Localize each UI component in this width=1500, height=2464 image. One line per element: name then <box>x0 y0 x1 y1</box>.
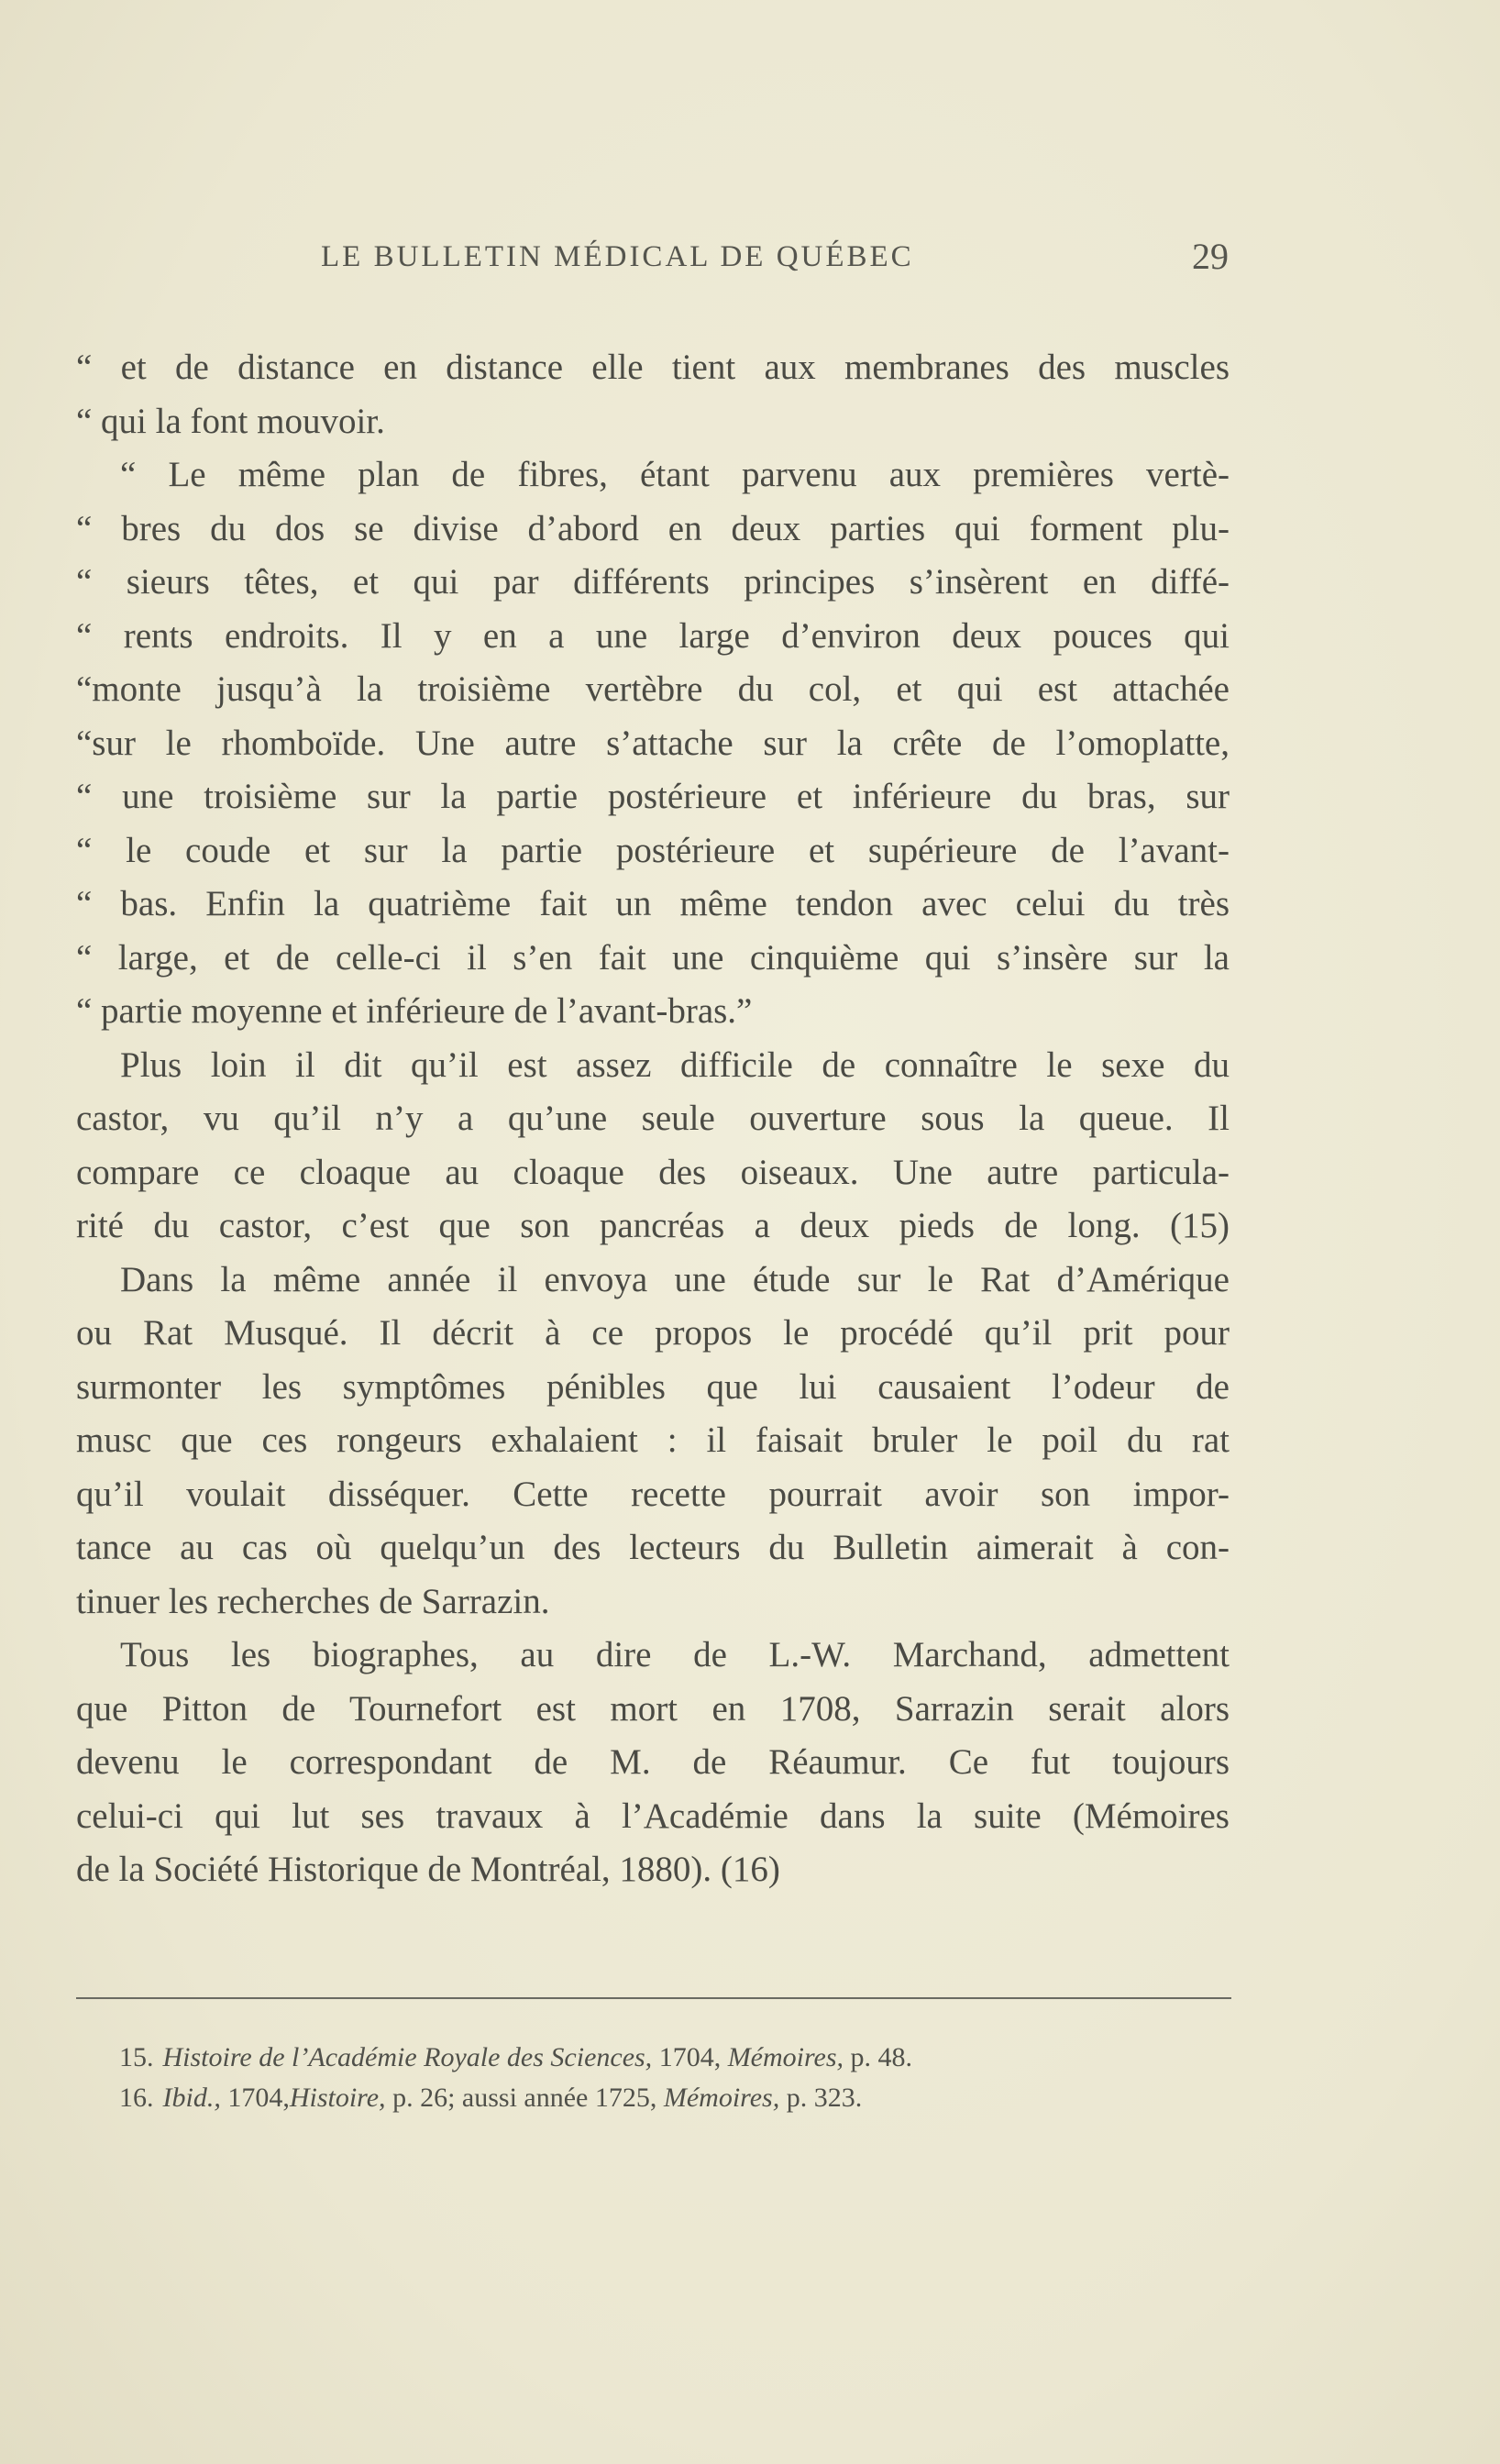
footnote-text: p. 323. <box>779 2083 863 2113</box>
text-line: “ sieurs têtes, et qui par différents principes s’insèrent en diffé- <box>76 562 1230 602</box>
text-line: Tous les biographes, au dire de L.-W. Marchand, admettent <box>120 1635 1230 1674</box>
text-line: celui-ci qui lut ses travaux à l’Académie dans la suite (Mémoires <box>76 1796 1230 1836</box>
text-line: devenu le correspondant de M. de Réaumur. Ce fut toujours <box>76 1742 1230 1782</box>
text-line: “ une troisième sur la partie postérieure et inférieure du bras, sur <box>76 777 1230 816</box>
footnote-number: 16. <box>119 2083 154 2113</box>
text-line: tance au cas où quelqu’un des lecteurs du Bulletin aimerait à con- <box>76 1528 1230 1567</box>
text-line: “ qui la font mouvoir. <box>76 401 385 441</box>
footnote-italic: Mémoires, <box>727 2042 844 2072</box>
text-line: “sur le rhomboïde. Une autre s’attache sur la crête de l’omoplatte, <box>76 723 1230 763</box>
text-line: musc que ces rongeurs exhalaient : il faisait bruler le poil du rat <box>76 1420 1230 1460</box>
text-line: “ large, et de celle-ci il s’en fait une cinquième qui s’insère sur la <box>76 937 1230 978</box>
text-line: surmonter les symptômes pénibles que lui causaient l’odeur de <box>76 1366 1230 1407</box>
page-number: 29 <box>1192 236 1229 277</box>
text-line: “ rents endroits. Il y en a une large d’environ deux pouces qui <box>76 615 1230 656</box>
footnote-text: 1704, <box>220 2083 290 2113</box>
footnote-15 <box>119 2038 1201 2078</box>
footnote-text: p. 26; aussi année 1725, <box>385 2083 664 2113</box>
footnote-italic: Mémoires, <box>663 2083 780 2113</box>
footnote-text: p. 48. <box>844 2042 913 2072</box>
footnote-italic: Ibid., <box>162 2083 221 2113</box>
footnote-divider <box>76 1997 1231 1999</box>
text-line: “ Le même plan de fibres, étant parvenu aux premières vertè- <box>120 455 1230 494</box>
text-line: que Pitton de Tournefort est mort en 1708, Sarrazin serait alors <box>76 1688 1230 1729</box>
text-line: rité du castor, c’est que son pancréas a deux pieds de long. (15) <box>76 1206 1230 1245</box>
page-header <box>321 236 1229 295</box>
footnotes <box>119 2038 1201 2118</box>
text-line: “ partie moyenne et inférieure de l’avant-bras.” <box>76 991 753 1031</box>
footnote-16 <box>119 2078 1201 2118</box>
footnote-number: 15. <box>119 2042 154 2072</box>
text-line: ou Rat Musqué. Il décrit à ce propos le procédé qu’il prit pour <box>76 1313 1230 1353</box>
running-head: LE BULLETIN MÉDICAL DE QUÉBEC <box>321 240 914 273</box>
footnote-italic: Histoire de l’Académie Royale des Sciences, <box>162 2042 653 2072</box>
text-line: qu’il voulait disséquer. Cette recette pourrait avoir son impor- <box>76 1474 1230 1514</box>
text-line: de la Société Historique de Montréal, 1880). (16) <box>76 1850 780 1889</box>
text-line: compare ce cloaque au cloaque des oiseaux. Une autre particula- <box>76 1152 1230 1192</box>
text-line: “ le coude et sur la partie postérieure et supérieure de l’avant- <box>76 830 1230 870</box>
text-line: “ bres du dos se divise d’abord en deux parties qui forment plu- <box>76 508 1230 548</box>
text-line: Dans la même année il envoya une étude sur le Rat d’Amérique <box>120 1259 1230 1299</box>
body-text <box>76 341 1230 1897</box>
text-line: castor, vu qu’il n’y a qu’une seule ouverture sous la queue. Il <box>76 1099 1230 1138</box>
text-line: “ bas. Enfin la quatrième fait un même tendon avec celui du très <box>76 884 1230 923</box>
footnote-italic: Histoire, <box>289 2083 386 2113</box>
text-line: “monte jusqu’à la troisième vertèbre du col, et qui est attachée <box>76 669 1230 709</box>
footnote-text: 1704, <box>652 2042 728 2072</box>
text-line: tinuer les recherches de Sarrazin. <box>76 1581 550 1621</box>
text-line: “ et de distance en distance elle tient aux membranes des muscles <box>76 348 1230 387</box>
text-line: Plus loin il dit qu’il est assez difficile de connaître le sexe du <box>120 1044 1230 1085</box>
